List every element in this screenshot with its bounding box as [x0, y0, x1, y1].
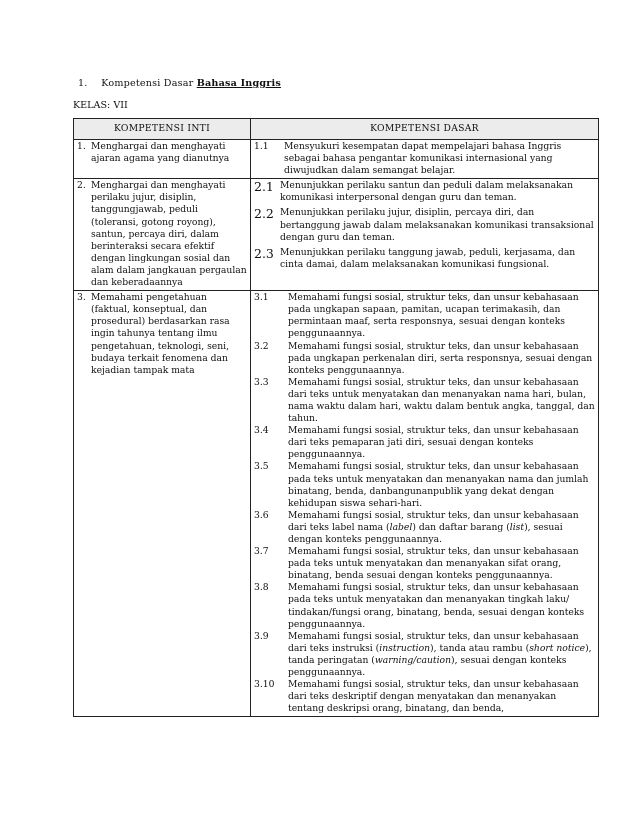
ki-text: Memahami pengetahuan (faktual, konseptual, dan prosedural) berdasarkan rasa ingin tahunya tentang ilmu pengetahuan, teknologi, seni, budaya terkait fenomena dan kejadian tampak mata	[91, 292, 230, 376]
kd-item	[254, 207, 595, 243]
kd-number: 2.2	[254, 206, 274, 222]
kd-number: 3.9	[254, 630, 269, 642]
kd-item	[254, 631, 595, 679]
header-kompetensi-inti: KOMPETENSI INTI	[74, 119, 251, 140]
ki-cell	[74, 179, 251, 291]
kd-text: Memahami fungsi sosial, struktur teks, dan unsur kebahasaan dari teks untuk menyatakan dan menanyakan nama hari, bulan, nama waktu dalam hari, waktu dalam bentuk angka, tanggal, dan tahun.	[288, 376, 595, 425]
kd-item	[254, 510, 595, 546]
kd-text: Memahami fungsi sosial, struktur teks, dan unsur kebahasaan pada teks untuk menyatakan dan menanyakan nama dan jumlah binatang, benda, danbangunanpublik yang dekat dengan kehidupan siswa sehari-hari.	[288, 461, 589, 509]
kd-text: Menunjukkan perilaku santun dan peduli dalam melaksanakan komunikasi interpersonal dengan guru dan teman.	[280, 180, 574, 204]
kd-item	[254, 461, 595, 509]
ki-number: 2.	[77, 180, 86, 192]
table-row	[74, 291, 599, 717]
kd-number: 3.7	[254, 546, 269, 558]
kd-number: 3.1	[254, 292, 269, 304]
kd-item	[254, 141, 595, 177]
heading-number: 1.	[78, 78, 88, 89]
heading-prefix: Kompetensi Dasar	[101, 78, 197, 89]
ki-number: 3.	[77, 292, 86, 304]
kd-text: Menunjukkan perilaku jujur, disiplin, percaya diri, dan bertanggung jawab dalam melaksanakan komunikasi transaksional dengan guru dan teman.	[280, 207, 594, 243]
kd-cell	[251, 179, 599, 291]
header-kompetensi-dasar: KOMPETENSI DASAR	[251, 119, 599, 140]
kd-item	[254, 679, 595, 715]
kd-text: Menunjukkan perilaku tanggung jawab, peduli, kerjasama, dan cinta damai, dalam melaksanakan komunikasi fungsional.	[280, 246, 576, 270]
kd-item	[254, 582, 595, 630]
kd-cell	[251, 140, 599, 179]
kd-item	[254, 341, 595, 377]
kd-text: Memahami fungsi sosial, struktur teks, dan unsur kebahasaan dari teks pemaparan jati diri, sesuai dengan konteks penggunaannya.	[288, 425, 579, 461]
kd-item	[254, 180, 595, 204]
kd-item	[254, 292, 595, 340]
kd-number: 3.8	[254, 582, 269, 594]
kd-text: Mensyukuri kesempatan dapat mempelajari bahasa Inggris sebagai bahasa pengantar komunikasi internasional yang diwujudkan dalam semangat belajar.	[284, 141, 562, 177]
competency-table	[73, 118, 599, 717]
heading-subject: Bahasa Inggris	[196, 78, 281, 89]
kd-text: Memahami fungsi sosial, struktur teks, dan unsur kebahasaan pada ungkapan perkenalan diri, serta responsnya, sesuai dengan konteks penggunaannya.	[288, 340, 593, 376]
kd-number: 2.1	[254, 179, 274, 195]
ki-cell	[74, 140, 251, 179]
kd-item	[254, 377, 595, 425]
ki-number: 1.	[77, 141, 86, 152]
kd-text: Memahami fungsi sosial, struktur teks, dan unsur kebahasaan dari teks label nama (label) dan daftar barang (list), sesuai dengan konteks penggunaannya.	[288, 509, 579, 545]
kd-item	[254, 425, 595, 461]
class-label: KELAS: VII	[73, 100, 128, 111]
table-row	[74, 179, 599, 291]
kd-text: Memahami fungsi sosial, struktur teks, dan unsur kebahasaan dari teks deskriptif dengan menyatakan dan menanyakan tentang deskripsi orang, binatang, dan benda,	[288, 679, 579, 715]
kd-text: Memahami fungsi sosial, struktur teks, dan unsur kebahasaan dari teks instruksi (instruction), tanda atau rambu (short notice), tanda peringatan (warning/caution), sesuai dengan konteks penggunaannya.	[288, 630, 592, 679]
table-row	[74, 140, 599, 179]
section-heading	[78, 78, 281, 89]
ki-text: Menghargai dan menghayati ajaran agama yang dianutnya	[91, 141, 230, 165]
ki-text: Menghargai dan menghayati perilaku jujur, disiplin, tanggungjawab, peduli (toleransi, gotong royong), santun, percaya diri, dalam berinteraksi secara efektif dengan lingkungan sosial dan alam dalam jangkauan pergaulan dan keberadaannya	[91, 180, 247, 289]
kd-number: 3.3	[254, 376, 269, 388]
kd-number: 2.3	[254, 245, 274, 261]
kd-cell	[251, 291, 599, 717]
kd-item	[254, 546, 595, 582]
ki-cell	[74, 291, 251, 717]
kd-number: 3.2	[254, 340, 269, 352]
kd-number: 3.6	[254, 509, 269, 521]
kd-text: Memahami fungsi sosial, struktur teks, dan unsur kebahasaan pada ungkapan sapaan, pamitan, ucapan terimakasih, dan permintaan maaf, serta responsnya, sesuai dengan konteks penggunaannya.	[288, 292, 579, 340]
kd-text: Memahami fungsi sosial, struktur teks, dan unsur kebahasaan pada teks untuk menyatakan dan menanyakan sifat orang, binatang, benda sesuai dengan konteks penggunaannya.	[288, 546, 579, 582]
kd-number: 3.10	[254, 679, 275, 691]
kd-item	[254, 247, 595, 271]
kd-number: 3.4	[254, 425, 269, 437]
kd-number: 3.5	[254, 461, 269, 473]
kd-number: 1.1	[254, 141, 269, 152]
kd-text: Memahami fungsi sosial, struktur teks, dan unsur kebahasaan pada teks untuk menyatakan dan menanyakan tingkah laku/ tindakan/fungsi orang, binatang, benda, sesuai dengan konteks penggunaannya.	[288, 582, 585, 630]
